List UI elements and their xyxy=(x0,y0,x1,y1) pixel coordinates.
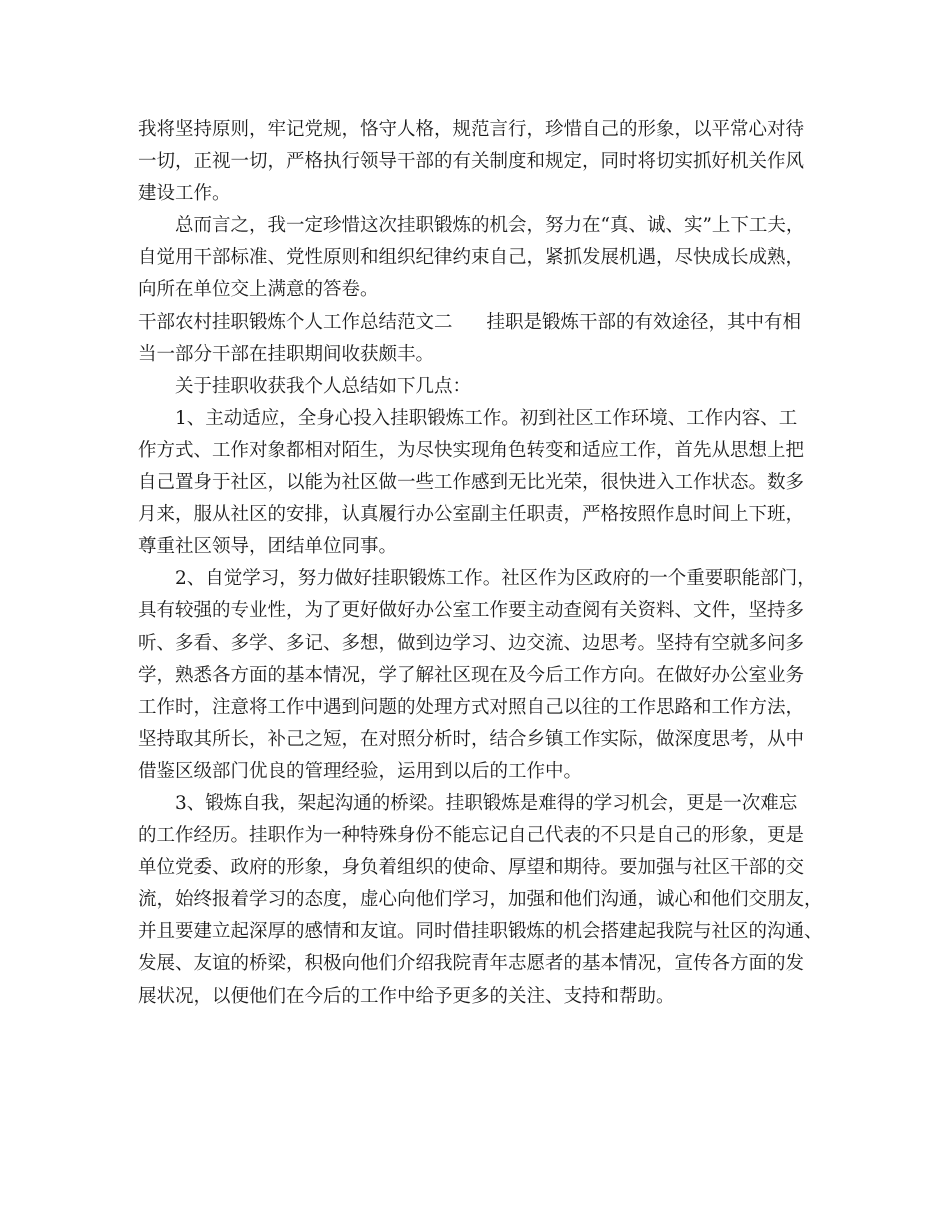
section-intro-text: 挂职是锻炼干部的有效途径，其中有相 xyxy=(486,311,802,333)
section-title: 干部农村挂职锻炼个人工作总结范文二 xyxy=(138,311,453,333)
text-line: 当一部分干部在挂职期间收获颇丰。 xyxy=(138,343,435,365)
text-line: 作方式、工作对象都相对陌生，为尽快实现角色转变和适应工作，首先从思想上把 xyxy=(138,439,805,461)
text-line: 坚持取其所长，补己之短，在对照分析时，结合乡镇工作实际，做深度思考，从中 xyxy=(138,728,805,750)
text-line: 发展、友谊的桥梁，积极向他们介绍我院青年志愿者的基本情况，宣传各方面的发 xyxy=(138,953,805,975)
text-line: 具有较强的专业性，为了更好做好办公室工作要主动查阅有关资料、文件，坚持多 xyxy=(138,600,805,622)
text-line: 展状况，以便他们在今后的工作中给予更多的关注、支持和帮助。 xyxy=(138,985,675,1007)
text-line: 月来，服从社区的安排，认真履行办公室副主任职责，严格按照作息时间上下班， xyxy=(138,504,805,526)
text-line: 学，熟悉各方面的基本情况，学了解社区现在及今后工作方向。在做好办公室业务 xyxy=(138,664,805,686)
section-title-line xyxy=(138,307,822,339)
text-line: 借鉴区级部门优良的管理经验，运用到以后的工作中。 xyxy=(138,760,583,782)
text-line: 我将坚持原则，牢记党规，恪守人格，规范言行，珍惜自己的形象，以平常心对待 xyxy=(138,119,805,140)
paragraph-start-line: 关于挂职收获我个人总结如下几点： xyxy=(175,375,472,397)
text-line: 流，始终报着学习的态度，虚心向他们学习，加强和他们沟通，诚心和他们交朋友， xyxy=(138,889,823,911)
text-line: 并且要建立起深厚的感情和友谊。同时借挂职锻炼的机会搭建起我院与社区的沟通、 xyxy=(138,921,823,943)
text-line: 工作时，注意将工作中遇到问题的处理方式对照自己以往的工作思路和工作方法， xyxy=(138,696,805,718)
document-body xyxy=(138,114,822,1013)
text-line: 的工作经历。挂职作为一种特殊身份不能忘记自己代表的不只是自己的形象，更是 xyxy=(138,825,805,847)
text-line: 尊重社区领导，团结单位同事。 xyxy=(138,536,398,558)
text-line: 建设工作。 xyxy=(138,183,231,205)
paragraph-start-line: 2、自觉学习，努力做好挂职锻炼工作。社区作为区政府的一个重要职能部门， xyxy=(175,568,816,590)
paragraph-start-line: 总而言之，我一定珍惜这次挂职锻炼的机会，努力在“真、诚、实”上下工夫， xyxy=(175,215,805,237)
paragraph-start-line: 3、锻炼自我，架起沟通的桥梁。挂职锻炼是难得的学习机会，更是一次难忘 xyxy=(175,792,798,814)
text-line: 单位党委、政府的形象，身负着组织的使命、厚望和期待。要加强与社区干部的交 xyxy=(138,857,805,879)
text-line: 听、多看、多学、多记、多想，做到边学习、边交流、边思考。坚持有空就多问多 xyxy=(138,632,805,654)
text-line: 自己置身于社区，以能为社区做一些工作感到无比光荣，很快进入工作状态。数多 xyxy=(138,472,805,494)
text-line: 一切，正视一切，严格执行领导干部的有关制度和规定，同时将切实抓好机关作风 xyxy=(138,151,805,173)
text-line: 向所在单位交上满意的答卷。 xyxy=(138,279,379,301)
text-line: 自觉用干部标准、党性原则和组织纪律约束自己，紧抓发展机遇，尽快成长成熟， xyxy=(138,247,805,269)
paragraph-start-line: 1、主动适应，全身心投入挂职锻炼工作。初到社区工作环境、工作内容、工 xyxy=(175,407,798,429)
